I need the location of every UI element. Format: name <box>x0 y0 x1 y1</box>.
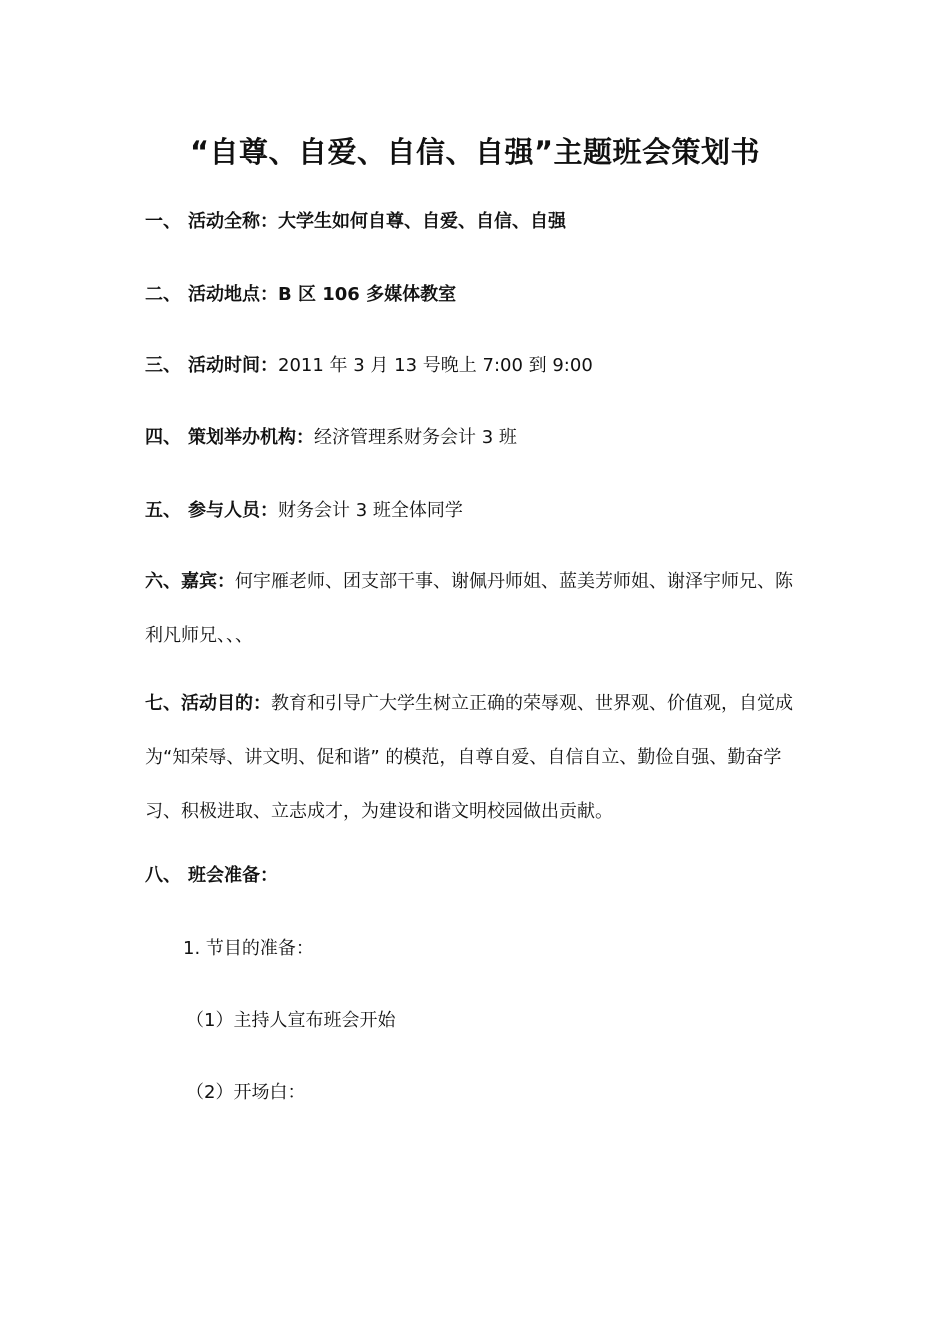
item-label: 六、嘉宾： <box>145 571 235 592</box>
item-number: 五、 <box>145 500 181 521</box>
item-purpose <box>145 677 810 839</box>
item-label: 七、活动目的： <box>145 693 271 714</box>
item-number: 八、 <box>145 865 181 886</box>
item-number: 二、 <box>145 284 181 305</box>
item-label: 策划举办机构： <box>188 427 314 448</box>
item-value: 2011 年 3 月 13 号晚上 7:00 到 9:00 <box>278 355 593 376</box>
item-value: 经济管理系财务会计 3 班 <box>314 427 517 448</box>
item-participants <box>145 497 463 525</box>
item-activity-time <box>145 352 593 380</box>
item-value: 教育和引导广大学生树立正确的荣辱观、世界观、价值观，自觉成为“知荣辱、讲文明、促和谐” 的模范，自尊自爱、自信自立、勤俭自强、勤奋学习、积极进取、立志成才，为建设和谐文明校园做出贡献。 <box>145 693 793 822</box>
item-number: 三、 <box>145 355 181 376</box>
item-value: 财务会计 3 班全体同学 <box>278 500 463 521</box>
item-preparation <box>145 862 278 890</box>
sub-item-program-prep: 1. 节目的准备： <box>183 938 314 959</box>
item-label: 活动全称： <box>188 211 278 232</box>
item-number: 四、 <box>145 427 181 448</box>
item-value: B 区 106 多媒体教室 <box>278 284 457 305</box>
item-activity-name <box>145 208 566 236</box>
item-label: 活动时间： <box>188 355 278 376</box>
item-organizer <box>145 424 517 452</box>
item-label: 班会准备： <box>188 865 278 886</box>
item-label: 活动地点： <box>188 284 278 305</box>
item-label: 参与人员： <box>188 500 278 521</box>
item-activity-location <box>145 281 456 309</box>
item-guests <box>145 555 810 663</box>
item-number: 一、 <box>145 211 181 232</box>
item-value: 大学生如何自尊、自爱、自信、自强 <box>278 211 566 232</box>
sub-item-host-announce: （1）主持人宣布班会开始 <box>186 1010 396 1031</box>
item-value: 何宇雁老师、团支部干事、谢佩丹师姐、蓝美芳师姐、谢泽宇师兄、陈利凡师兄、、、 <box>145 571 793 646</box>
page-title: “自尊、自爱、自信、自强”主题班会策划书 <box>189 135 761 169</box>
sub-item-opening: （2）开场白： <box>186 1082 306 1103</box>
